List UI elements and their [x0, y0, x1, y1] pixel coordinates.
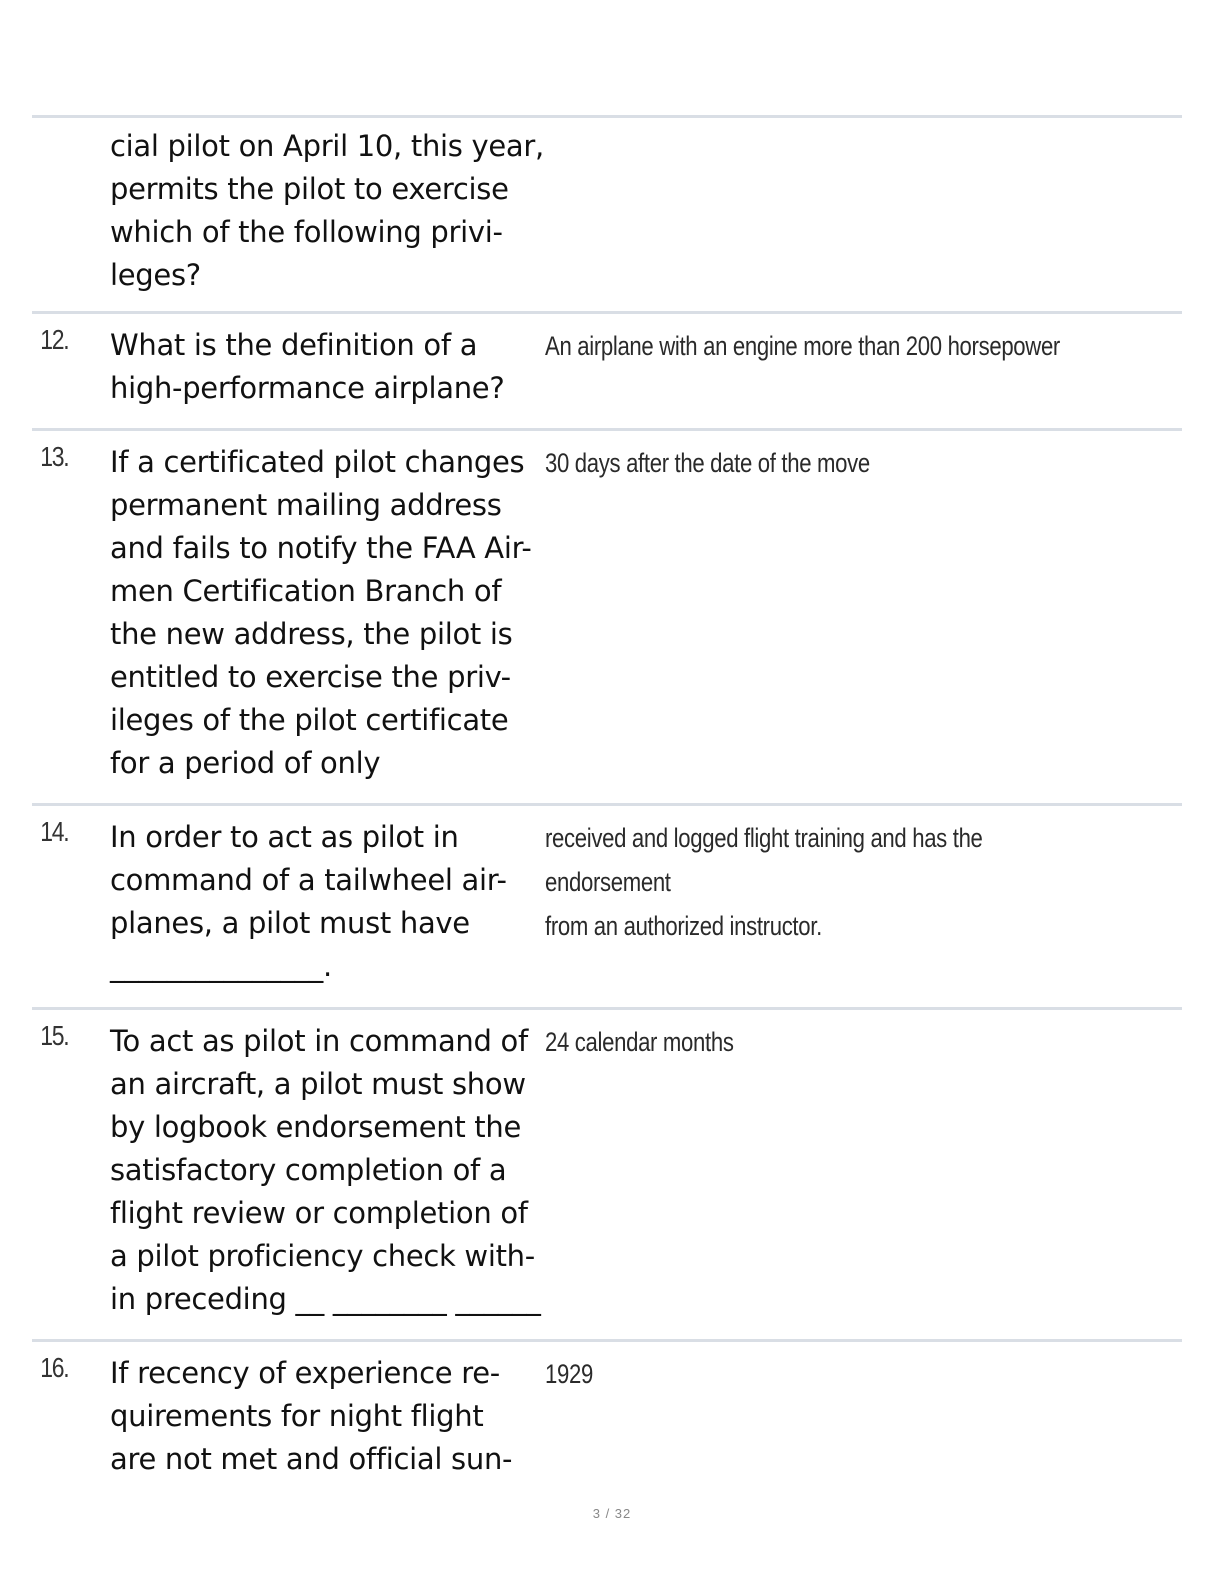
answer-text: 30 days after the date of the move [545, 448, 870, 478]
question-number: 13. [40, 441, 69, 472]
question-row [32, 115, 1182, 311]
question-row [32, 1339, 1182, 1479]
question-text: What is the definition of a high-performance airplane? [110, 328, 505, 405]
question-number: 15. [40, 1020, 69, 1051]
question-row [32, 1007, 1182, 1339]
question-row [32, 311, 1182, 428]
question-table [32, 115, 1182, 1479]
page-indicator: 3 / 32 [592, 1506, 632, 1521]
question-row [32, 428, 1182, 803]
answer-text: received and logged flight training and has the endorsement from an authorized instructor. [545, 823, 983, 941]
question-text: If recency of experience re- quirements for night flight are not met and official sun- [110, 1356, 513, 1476]
question-row [32, 803, 1182, 1007]
question-number: 16. [40, 1352, 69, 1383]
question-number: 12. [40, 324, 69, 355]
answer-text [545, 125, 1067, 311]
answer-text: 1929 [545, 1359, 593, 1389]
question-number [32, 125, 96, 311]
answer-text: 24 calendar months [545, 1027, 734, 1057]
question-text: cial pilot on April 10, this year, permits the pilot to exercise which of the following privi- leges? [110, 129, 544, 292]
question-text: If a certificated pilot changes permanent mailing address and fails to notify the FAA Air- men Certification Branch of the new address, the pilot is entitled to exercise the priv- ileges of the pilot certificate for a period of only [110, 445, 532, 780]
question-text: To act as pilot in command of an aircraft, a pilot must show by logbook endorsement the satisfactory completion of a flight review or completion of a pilot proficiency check with- in preceding __ ________ ______ [110, 1024, 541, 1316]
answer-text: An airplane with an engine more than 200 horsepower [545, 331, 1060, 361]
question-number: 14. [40, 816, 69, 847]
question-text: In order to act as pilot in command of a tailwheel air- planes, a pilot must have _______________. [110, 820, 507, 983]
